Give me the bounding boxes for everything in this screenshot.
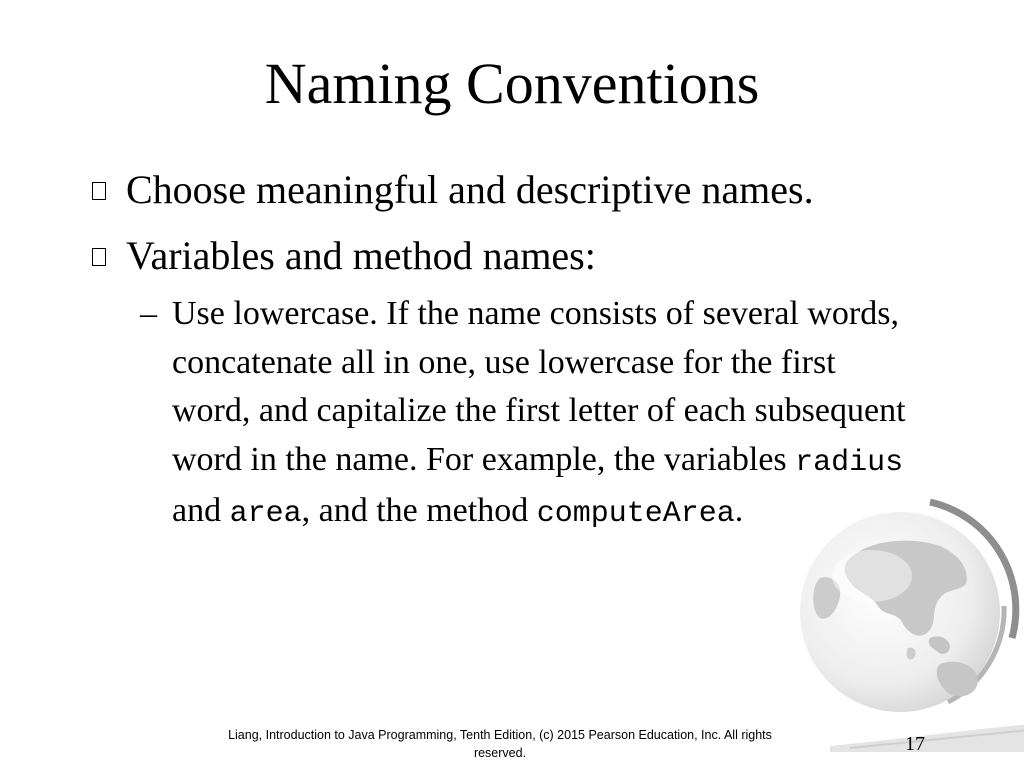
bullet-item-1 [92,166,814,214]
code-radius: radius [795,445,904,480]
sub-bullet-dash: – [140,295,157,332]
sub-text-part-1: Use lowercase. If the name consists of several words, concatenate all in one, use lowercase for the first word, and capitalize the first letter of each subsequent word in the name. For example, the variables [172,295,906,478]
footer-copyright: Liang, Introduction to Java Programming, Tenth Edition, (c) 2015 Pearson Education, Inc. All rights reserved. [228,728,772,760]
square-bullet-icon [92,248,106,266]
sub-text-part-2: and [172,492,230,529]
sub-text-part-4: . [734,492,744,529]
bullet-item-2 [92,232,596,280]
sub-text-part-3: , and the method [301,492,537,529]
code-area: area [229,497,302,531]
bullet-text-1: Choose meaningful and descriptive names. [126,167,814,212]
slide-title: Naming Conventions [264,51,760,116]
square-bullet-icon [92,182,106,200]
page-number: 17 [905,733,925,755]
bullet-text-2: Variables and method names: [126,233,596,278]
bottom-ribbon-decoration [830,722,1024,755]
code-compute-area: computeArea [536,497,735,531]
globe-icon [780,488,1020,728]
